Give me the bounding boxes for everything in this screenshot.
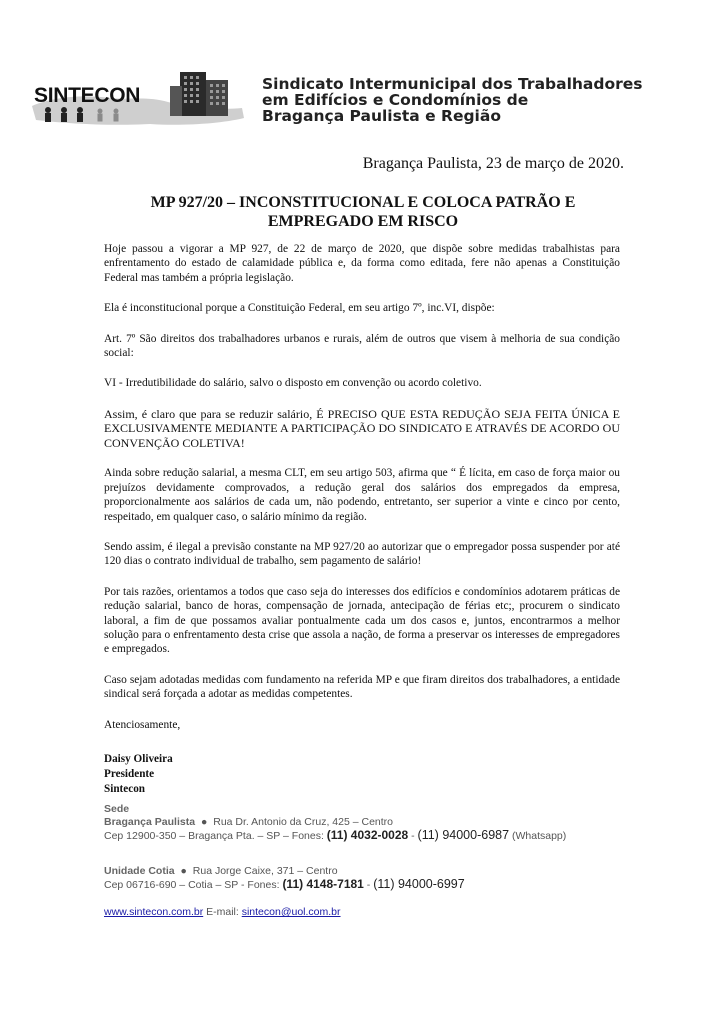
unit2-name: Unidade Cotia [104, 865, 175, 877]
signature-role: Presidente [104, 768, 155, 780]
signature-org: Sintecon [104, 783, 146, 795]
paragraph: Hoje passou a vigorar a MP 927, de 22 de março de 2020, que dispõe sobre medidas trabalhistas para enfrentamento do estado de calamidade pública e, da forma como editada, fere não apenas a Constituição Federal mas também a própria legislação. [104, 243, 620, 284]
email-label: E-mail: [206, 906, 239, 918]
letter-date: Bragança Paulista, 23 de março de 2020. [362, 155, 624, 172]
closing: Atenciosamente, [104, 718, 181, 731]
org-line: em Edifícios e Condomínios de [262, 91, 529, 109]
letter-body [104, 242, 620, 748]
paragraph: Art. 7º São direitos dos trabalhadores urbanos e rurais, além de outros que visem à melhoria de sua condição social: [104, 332, 620, 360]
title-line: EMPREGADO EM RISCO [267, 213, 459, 230]
bullet-icon: ● [180, 865, 187, 877]
unit1-address: Rua Dr. Antonio da Cruz, 425 – Centro [213, 816, 394, 828]
bullet-icon: ● [200, 816, 208, 828]
paragraph: Sendo assim, é ilegal a previsão constante na MP 927/20 ao autorizar que o empregador possa suspender por até 120 dias o contrato individual de trabalho, sem pagamento de salário! [104, 540, 620, 568]
unit2-cep: Cep 06716-690 – Cotia – SP - Fones: [104, 879, 280, 891]
paragraph: Caso sejam adotadas medidas com fundamento na referida MP e que firam direitos dos trabalhadores, a entidade sindical será forçada a adotar as medidas competentes. [104, 673, 620, 701]
paragraph: Ainda sobre redução salarial, a mesma CLT, em seu artigo 503, afirma que “ É lícita, em caso de força maior ou prejuízos devidamente comprovados, a redução geral dos salários dos empregados da empresa, proporcionalmente aos salários de cada um, não podendo, entretanto, ser superior a vinte e cinco por cento, respeitado, em qualquer caso, o salário mínimo da região. [104, 467, 620, 523]
org-line: Bragança Paulista e Região [262, 107, 501, 125]
title-line: MP 927/20 – INCONSTITUCIONAL E COLOCA PATRÃO E [150, 194, 576, 211]
contact-line [104, 906, 566, 919]
org-line: Sindicato Intermunicipal dos Trabalhadores [262, 75, 643, 93]
letter-title [120, 193, 606, 231]
unit2-line2: Cep 06716-690 – Cotia – SP - Fones: (11) 4148-7181 - (11) 94000-6997 [104, 877, 465, 891]
email-link[interactable]: sintecon@uol.com.br [241, 906, 341, 918]
unit1-cep: Cep 12900-350 – Bragança Pta. – SP – Fones: [104, 830, 324, 842]
paragraph: Por tais razões, orientamos a todos que caso seja do interesses dos edifícios e condomínios adotarem práticas de redução salarial, banco de horas, compensação de jornada, antecipação de férias etc;, procurem o sindicato laboral, a fim de que possamos avaliar pontualmente cada um dos casos e, juntos, encontrarmos a melhor solução para o enfrentamento desta crise que assola a nação, de forma a preservar os interesses de empregadores e empregados. [104, 585, 620, 656]
sede-label: Sede [104, 803, 130, 815]
website-link[interactable]: www.sintecon.com.br [104, 906, 204, 918]
unit1-whatsapp: (Whatsapp) [511, 830, 567, 842]
paragraph: Ela é inconstitucional porque a Constituição Federal, em seu artigo 7º, inc.VI, dispõe: [104, 302, 495, 315]
unit1-name: Bragança Paulista [104, 816, 196, 828]
logo-text: SINTECON [34, 84, 141, 107]
sintecon-logo [30, 68, 248, 130]
paragraph: VI - Irredutibilidade do salário, salvo o disposto em convenção ou acordo coletivo. [104, 377, 482, 390]
unit1-line2: Cep 12900-350 – Bragança Pta. – SP – Fones: (11) 4032-0028 - (11) 94000-6987 (Whatsapp) [104, 828, 567, 842]
unit2-phone2: (11) 94000-6997 [373, 877, 465, 891]
unit1-phone2: (11) 94000-6987 [417, 828, 510, 842]
signature-block [104, 752, 173, 797]
paragraph: Assim, é claro que para se reduzir salário, É PRECISO QUE ESTA REDUÇÃO SEJA FEITA ÚNICA E EXCLUSIVAMENTE MEDIANTE A PARTICIPAÇÃO DO SINDICATO E ATRAVÉS DE ACORDO OU CONVENÇÃO COLETIVA! [104, 406, 620, 450]
organization-name [262, 76, 643, 124]
signature-name: Daisy Oliveira [104, 753, 173, 765]
unit2-phone1: (11) 4148-7181 [282, 877, 364, 891]
unit2-address: Rua Jorge Caixe, 371 – Centro [192, 865, 338, 877]
footer [104, 803, 566, 919]
unit1-phone1: (11) 4032-0028 [326, 828, 409, 842]
